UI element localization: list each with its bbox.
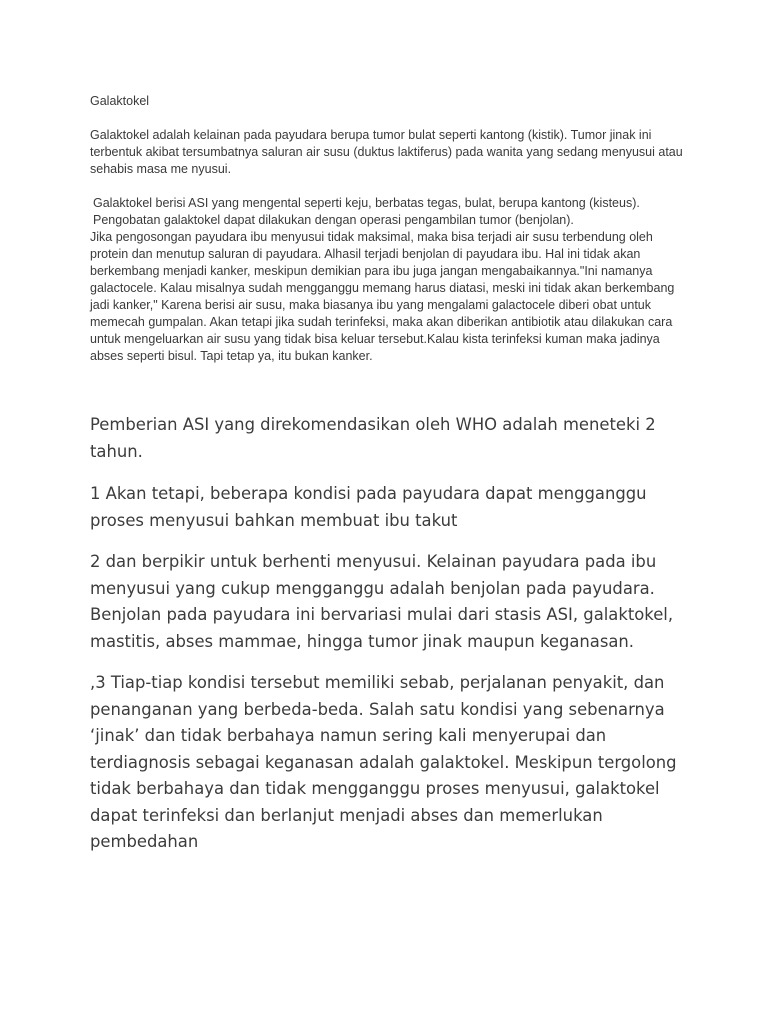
paragraph-definition: Galaktokel adalah kelainan pada payudara berupa tumor bulat seperti kantong (kistik). Tumor jinak ini terbentuk akibat tersumbatnya saluran air susu (duktus laktiferus) pada wanita yang sedang menyusui atau sehabis masa me nyusui.: [90, 128, 683, 176]
paragraph-treatment-body: Jika pengosongan payudara ibu menyusui tidak maksimal, maka bisa terjadi air susu terbendung oleh protein dan menutup saluran di payudara. Alhasil terjadi benjolan di payudara ibu. Hal ini tidak akan berkembang menjadi kanker, meskipun demikian para ibu juga jangan mengabaikannya."Ini namanya galactocele. Kalau misalnya sudah mengganggu memang harus diatasi, meski ini tidak akan berkembang jadi kanker," Karena berisi air susu, maka biasanya ibu yang mengalami galactocele diberi obat untuk memecah gumpalan. Akan tetapi jika sudah terinfeksi, maka akan diberikan antibiotik atau dilakukan cara untuk mengeluarkan air susu yang tidak bisa keluar tersebut.Kalau kista terinfeksi kuman maka jadinya abses seperti bisul. Tapi tetap ya, itu bukan kanker.: [90, 230, 675, 363]
paragraph-who-recommendation: Pemberian ASI yang direkomendasikan oleh WHO adalah meneteki 2 tahun.: [90, 415, 656, 461]
paragraph-treatment: [90, 195, 680, 365]
paragraph-breast-lumps: 2 dan berpikir untuk berhenti menyusui. Kelainan payudara pada ibu menyusui yang cukup mengganggu adalah benjolan pada payudara. Benjolan pada payudara ini bervariasi mulai dari stasis ASI, galaktokel, mastitis, abses mammae, hingga tumor jinak maupun keganasan.: [90, 552, 674, 651]
paragraph-galactocele-risk: ,3 Tiap-tiap kondisi tersebut memiliki sebab, perjalanan penyakit, dan penanganan yang berbeda-beda. Salah satu kondisi yang sebenarnya ‘jinak’ dan tidak berbahaya namun sering kali menyerupai dan terdiagnosis sebagai keganasan adalah galaktokel. Meskipun tergolong tidak berbahaya dan tidak mengganggu proses menyusui, galaktokel dapat terinfeksi dan berlanjut menjadi abses dan memerlukan pembedahan: [90, 673, 677, 851]
document-title: Galaktokel: [90, 94, 150, 108]
paragraph-treatment-lead: Galaktokel berisi ASI yang mengental seperti keju, berbatas tegas, bulat, berupa kantong (kisteus). Pengobatan galaktokel dapat dilakukan dengan operasi pengambilan tumor (benjolan).: [93, 196, 640, 227]
paragraph-conditions: 1 Akan tetapi, beberapa kondisi pada payudara dapat mengganggu proses menyusui bahkan membuat ibu takut: [90, 484, 647, 530]
